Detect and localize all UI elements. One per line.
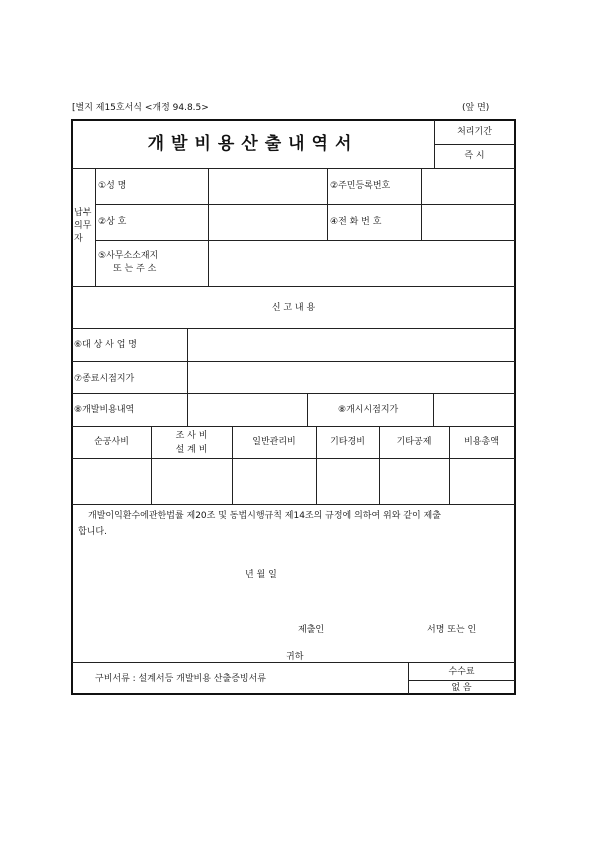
fee-divider	[408, 680, 515, 681]
net-construction-cost-cell[interactable]	[73, 459, 151, 504]
start-land-price-label: ⑧개시시점지가	[338, 405, 399, 415]
design-cost-header: 설 계 비	[175, 445, 208, 455]
payer-section-label	[74, 207, 91, 246]
start-land-price-field[interactable]	[434, 394, 514, 426]
processing-period-value: 즉 시	[464, 151, 485, 161]
resident-no-label: ②주민등록번호	[330, 181, 391, 191]
form-title: 개발비용산출내역서	[147, 134, 359, 154]
submission-date[interactable]: 년 월 일	[245, 570, 277, 580]
dev-cost-label: ⑧개발비용내역	[74, 405, 135, 415]
fee-label: 수수료	[448, 667, 475, 677]
submitter-label: 제출인	[298, 625, 325, 635]
trade-name-field[interactable]	[209, 205, 327, 240]
other-expenses-cell[interactable]	[317, 459, 379, 504]
page-side-label: (앞 면)	[462, 103, 490, 113]
cost-table-bottom-line	[72, 504, 515, 505]
payer-label-line3: 자	[74, 234, 83, 244]
report-heading: 신 고 내 용	[271, 303, 316, 313]
frame-bottom	[71, 693, 516, 695]
footer-top-line	[72, 662, 515, 663]
general-admin-cost-header: 일반관리비	[252, 437, 296, 447]
frame-left	[71, 119, 73, 695]
end-land-price-label: ⑦종료시점지가	[74, 374, 135, 384]
payer-section-divider	[95, 168, 96, 286]
address-label-line2: 또 는 주 소	[113, 264, 157, 274]
other-deductions-header: 기타공제	[396, 437, 432, 447]
declaration-text-line1: 개발이익환수에관한법률 제20조 및 동법시행규칙 제14조의 규정에 의하여 위와 같이 제출	[88, 511, 441, 521]
address-label-line1: ⑤사무소소재지	[98, 251, 159, 261]
processing-period-label: 처리기간	[457, 127, 492, 137]
name-field[interactable]	[209, 169, 327, 204]
frame-right	[514, 119, 516, 695]
net-construction-cost-header: 순공사비	[94, 437, 129, 447]
phone-field[interactable]	[422, 205, 514, 240]
survey-design-cost-cell[interactable]	[152, 459, 232, 504]
fee-value: 없 음	[451, 683, 472, 693]
end-land-price-field[interactable]	[188, 362, 514, 393]
phone-label: ④전 화 번 호	[330, 217, 382, 227]
dev-cost-divider	[307, 393, 308, 426]
address-field[interactable]	[209, 241, 514, 286]
payer-mid-divider	[327, 168, 328, 240]
required-documents: 구비서류 : 설계서등 개발비용 산출증빙서류	[95, 674, 266, 684]
form-reference: [별지 제15호서식 <개정 94.8.5>	[72, 103, 209, 113]
declaration-text-line2: 합니다.	[78, 527, 107, 537]
resident-no-field[interactable]	[422, 169, 514, 204]
payer-label-line1: 납부	[74, 208, 92, 218]
payer-label-line2: 의무	[74, 221, 92, 231]
other-deductions-cell[interactable]	[380, 459, 449, 504]
frame-top	[71, 119, 516, 121]
project-name-field[interactable]	[188, 329, 514, 361]
survey-cost-header: 조 사 비	[175, 431, 208, 441]
signature-label[interactable]: 서명 또는 인	[427, 625, 477, 635]
general-admin-cost-cell[interactable]	[233, 459, 316, 504]
other-expenses-header: 기타경비	[330, 437, 365, 447]
project-name-label: ⑥대 상 사 업 명	[74, 340, 137, 350]
trade-name-label: ②상 호	[98, 217, 127, 227]
payer-bottom-line	[72, 286, 515, 287]
total-cost-cell[interactable]	[450, 459, 514, 504]
addressee-label: 귀하	[286, 652, 304, 662]
total-cost-header: 비용총액	[464, 437, 499, 447]
processing-divider	[434, 144, 515, 145]
name-label: ①성 명	[98, 181, 127, 191]
dev-cost-field[interactable]	[188, 394, 307, 426]
